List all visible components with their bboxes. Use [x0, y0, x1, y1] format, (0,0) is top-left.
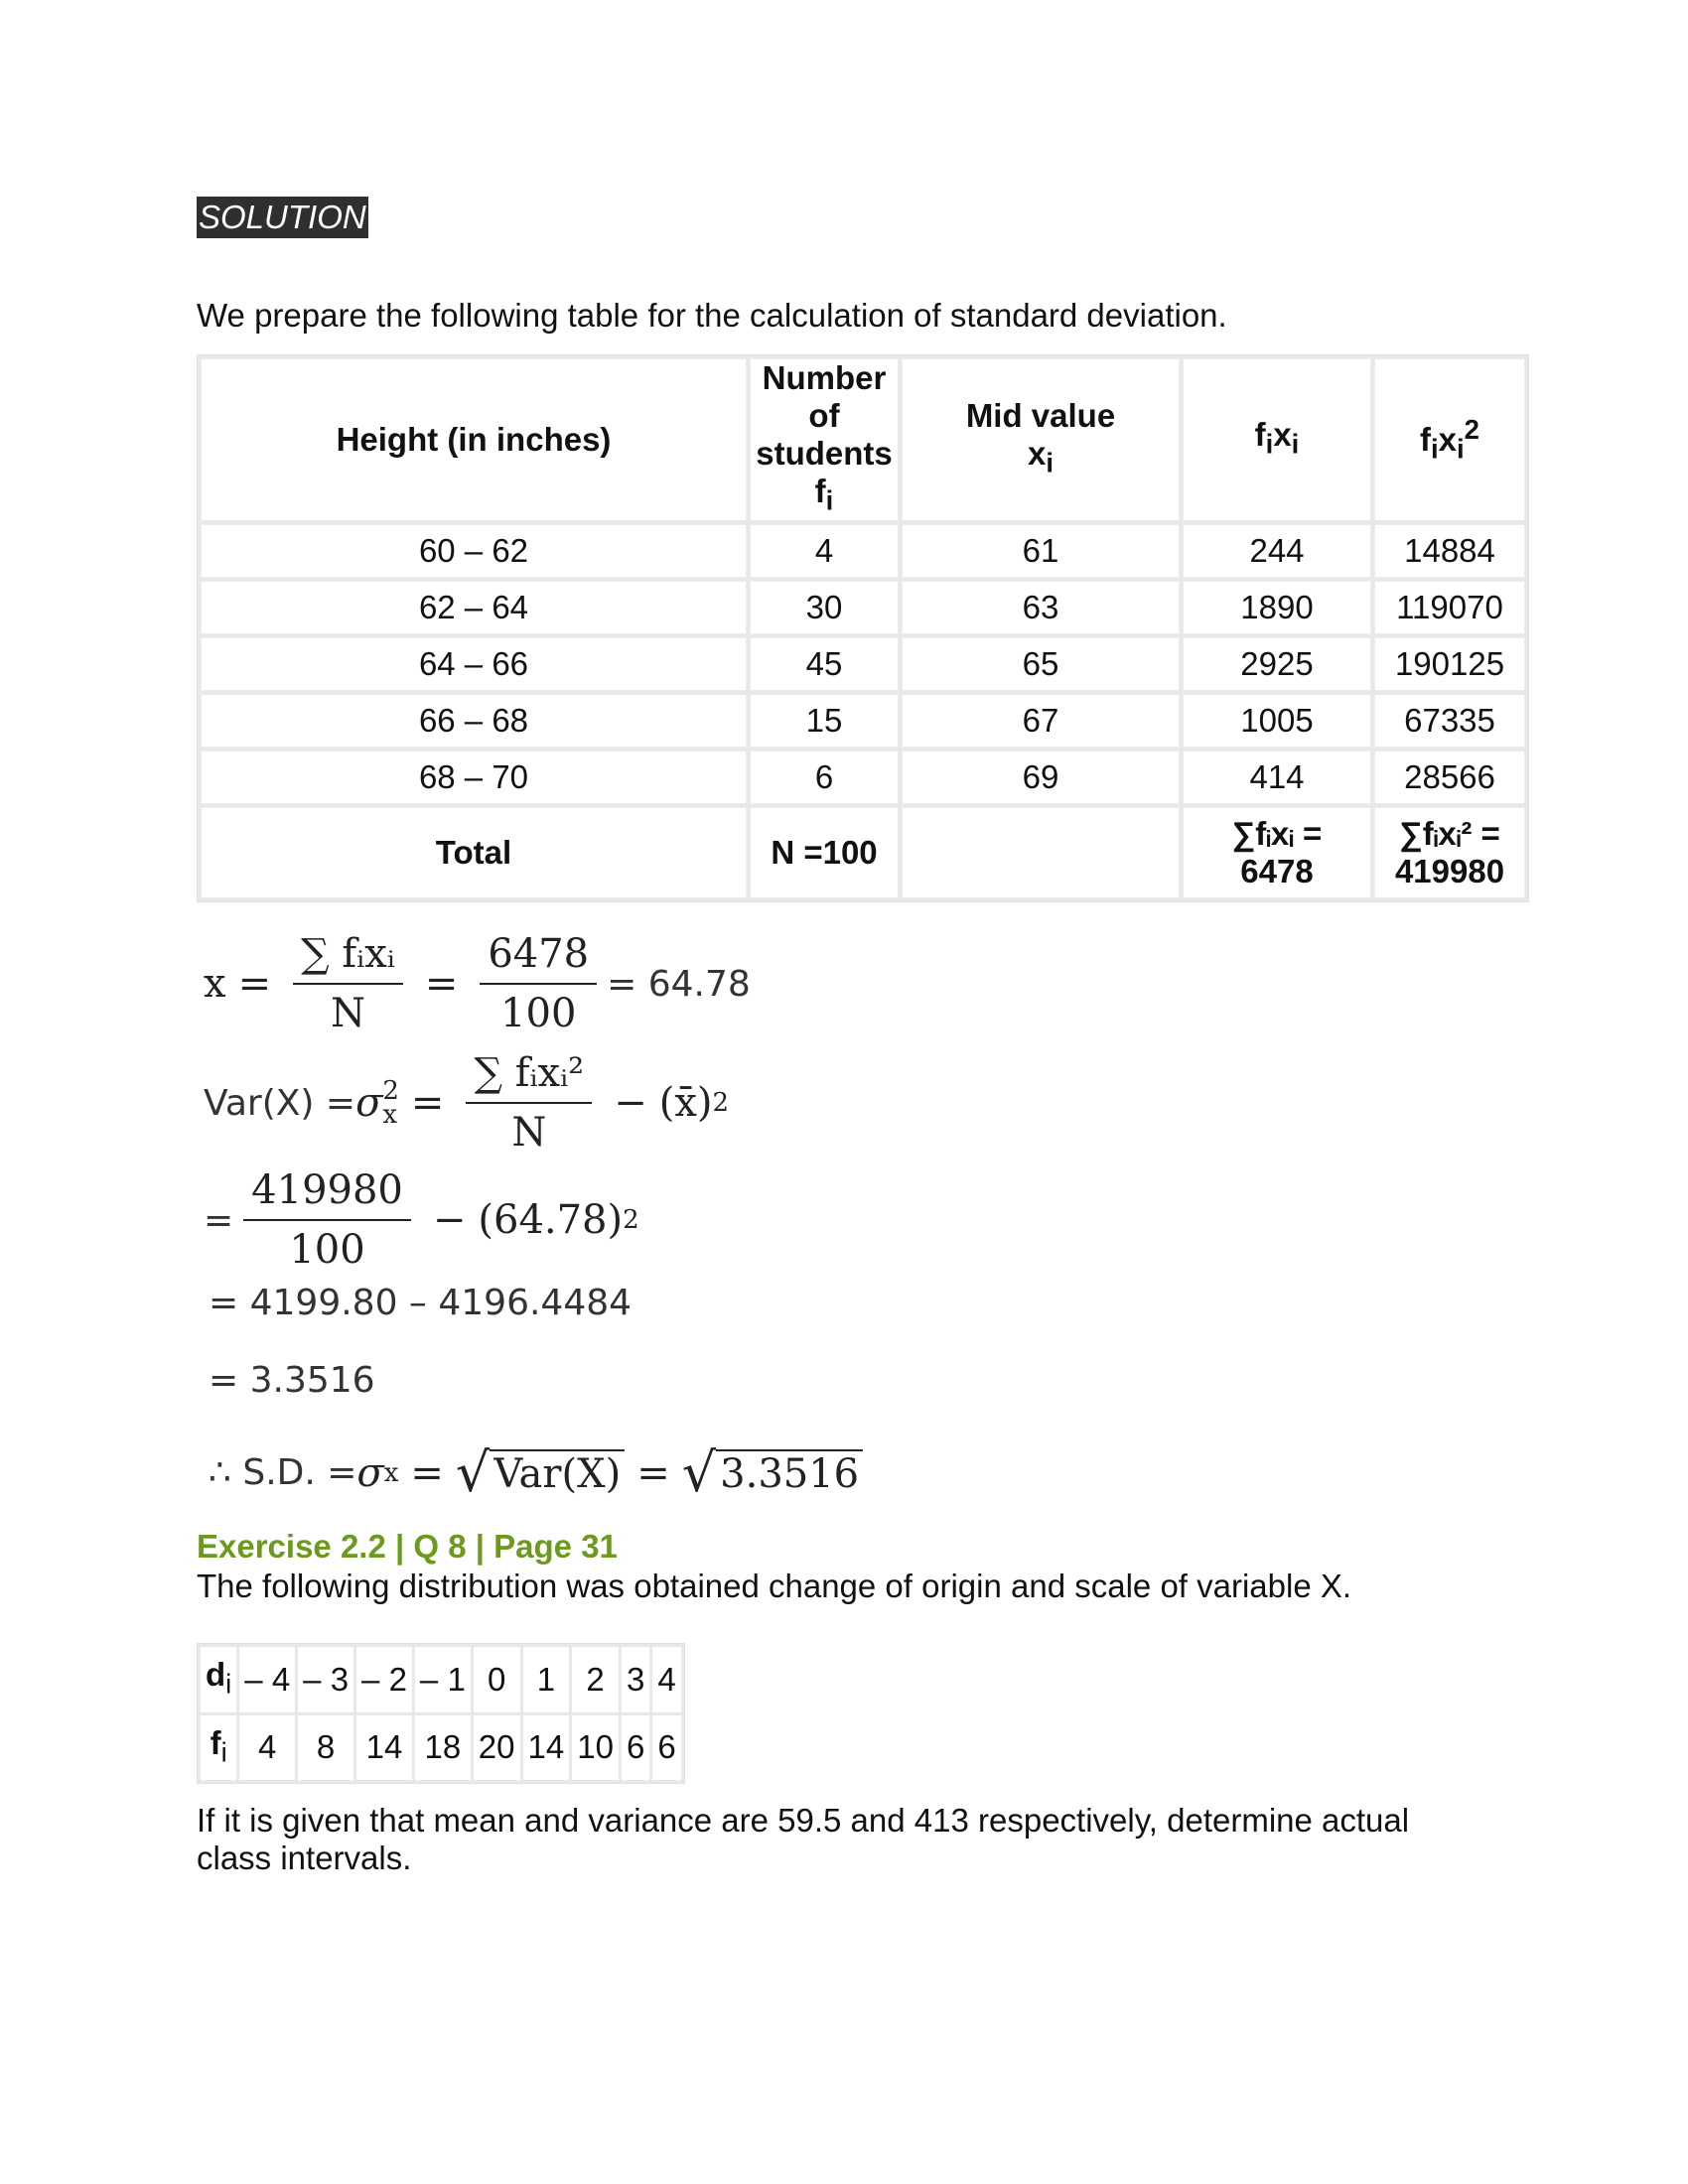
- step2-line: = 4199.80 – 4196.4484: [209, 1283, 633, 1323]
- d-value: – 4: [239, 1647, 295, 1712]
- cell-fx2: 14884: [1374, 524, 1525, 578]
- step1-prefix: =: [204, 1199, 234, 1241]
- cell-x: 63: [902, 581, 1180, 634]
- d-value: 1: [523, 1647, 570, 1712]
- cell-f: 6: [750, 751, 899, 804]
- exercise-text: The following distribution was obtained change of origin and scale of variable X.: [197, 1568, 1352, 1604]
- header-mid-sub: i: [1046, 447, 1054, 478]
- total-fx-label: ∑fᵢxᵢ =: [1231, 814, 1323, 852]
- header-fx: [1183, 358, 1371, 521]
- header-students-var: f: [814, 473, 826, 509]
- cell-height: 62 – 64: [201, 581, 747, 634]
- cell-fx2: 67335: [1374, 694, 1525, 748]
- variance-sigma-scripts: [382, 1076, 399, 1130]
- variance-tail: (x̄): [658, 1080, 713, 1126]
- question-text: If it is given that mean and variance are 59.5 and 413 respectively, determine actual class intervals.: [197, 1802, 1410, 1876]
- d-label: [201, 1647, 236, 1712]
- step3-line: = 3.3516: [209, 1360, 375, 1401]
- variance-numerator: ∑ fᵢxᵢ²: [466, 1050, 592, 1104]
- mean-denominator-value: 100: [500, 991, 577, 1036]
- frequency-table: [197, 354, 1529, 902]
- total-fx: [1183, 807, 1371, 898]
- mean-result: = 64.78: [607, 963, 751, 1005]
- exercise-heading: Exercise 2.2 | Q 8 | Page 31: [197, 1528, 618, 1565]
- table-row: [201, 637, 1525, 691]
- header-fx-x: x: [1273, 416, 1292, 453]
- cell-fx: 414: [1183, 751, 1371, 804]
- step1-tail: (64.78): [478, 1197, 624, 1243]
- header-students: [750, 358, 899, 521]
- table-row: [201, 524, 1525, 578]
- f-value: 4: [239, 1715, 295, 1781]
- cell-x: 61: [902, 524, 1180, 578]
- sqrt-icon: √: [455, 1441, 491, 1504]
- mean-numerator: ∑ fᵢxᵢ: [293, 931, 403, 985]
- d-value: – 1: [415, 1647, 471, 1712]
- mean-denominator: N: [330, 991, 365, 1036]
- cell-height: 60 – 62: [201, 524, 747, 578]
- header-students-line2: of: [808, 397, 840, 434]
- distribution-f-row: [201, 1715, 681, 1781]
- total-label: Total: [201, 807, 747, 898]
- variance-equation: [204, 1050, 729, 1156]
- step1-numerator: 419980: [243, 1167, 411, 1221]
- table-total-row: [201, 807, 1525, 898]
- step1-denominator: 100: [289, 1227, 365, 1273]
- header-students-line1: Number: [762, 359, 887, 396]
- table-row: [201, 694, 1525, 748]
- f-label: [201, 1715, 236, 1781]
- header-mid-line1: Mid value: [965, 397, 1116, 434]
- cell-f: 45: [750, 637, 899, 691]
- d-label-sub: i: [225, 1668, 232, 1700]
- equals-sign: =: [424, 961, 459, 1007]
- cell-height: 64 – 66: [201, 637, 747, 691]
- f-value: 8: [298, 1715, 353, 1781]
- equals-sign: =: [410, 1080, 445, 1126]
- table-header-row: [201, 358, 1525, 521]
- cell-x: 65: [902, 637, 1180, 691]
- header-fx2-xsub: i: [1457, 433, 1465, 465]
- cell-fx2: 28566: [1374, 751, 1525, 804]
- cell-fx: 2925: [1183, 637, 1371, 691]
- sqrt-icon: √: [681, 1441, 717, 1504]
- cell-f: 30: [750, 581, 899, 634]
- f-value: 6: [622, 1715, 649, 1781]
- table-row: [201, 751, 1525, 804]
- total-fx-value: 6478: [1240, 852, 1314, 889]
- cell-x: 69: [902, 751, 1180, 804]
- f-value: 10: [572, 1715, 619, 1781]
- mean-fraction: [293, 931, 403, 1036]
- sd-radicand-1: Var(X): [490, 1449, 625, 1497]
- f-label-sub: i: [220, 1736, 227, 1768]
- mean-fraction-values: [480, 931, 597, 1036]
- f-value: 20: [474, 1715, 520, 1781]
- substitution-equation: [204, 1167, 639, 1273]
- equals-sign: =: [410, 1449, 444, 1496]
- total-fx2-label: ∑fᵢxᵢ² =: [1399, 814, 1500, 852]
- header-fx-xsub: i: [1291, 428, 1300, 460]
- cell-x: 67: [902, 694, 1180, 748]
- d-value: 3: [622, 1647, 649, 1712]
- d-value: 0: [474, 1647, 520, 1712]
- cell-height: 66 – 68: [201, 694, 747, 748]
- header-students-sub: i: [825, 484, 834, 516]
- d-value: 4: [652, 1647, 680, 1712]
- variance-denominator: N: [511, 1110, 547, 1156]
- total-empty: [902, 807, 1180, 898]
- cell-fx2: 119070: [1374, 581, 1525, 634]
- f-value: 18: [415, 1715, 471, 1781]
- d-value: – 3: [298, 1647, 353, 1712]
- equals-sign: =: [636, 1449, 670, 1496]
- f-value: 14: [523, 1715, 570, 1781]
- d-value: – 2: [356, 1647, 412, 1712]
- header-students-line3: students: [756, 435, 893, 472]
- header-fx2-f: f: [1420, 421, 1432, 458]
- cell-height: 68 – 70: [201, 751, 747, 804]
- f-value: 6: [652, 1715, 680, 1781]
- total-fx2: [1374, 807, 1525, 898]
- header-fx-fsub: i: [1265, 428, 1274, 460]
- variance-sigma-sup: 2: [382, 1076, 399, 1106]
- header-fx2: [1374, 358, 1525, 521]
- sd-sigma: σ: [356, 1449, 384, 1496]
- variance-fraction: [466, 1050, 592, 1156]
- header-fx2-sup: 2: [1464, 414, 1479, 445]
- cell-fx: 1890: [1183, 581, 1371, 634]
- sd-prefix: ∴ S.D. =: [209, 1452, 357, 1493]
- sd-sigma-sub: x: [383, 1457, 399, 1488]
- cell-fx: 1005: [1183, 694, 1371, 748]
- solution-label: SOLUTION: [197, 197, 368, 238]
- variance-tail-sup: 2: [712, 1088, 730, 1118]
- d-value: 2: [572, 1647, 619, 1712]
- minus-sign: −: [614, 1080, 647, 1126]
- cell-fx: 244: [1183, 524, 1371, 578]
- sd-radicand-2: 3.3516: [716, 1449, 863, 1497]
- header-fx2-x: x: [1438, 421, 1458, 458]
- mean-lhs: x: [204, 961, 226, 1007]
- header-mid-var: x: [1028, 435, 1047, 472]
- cell-f: 4: [750, 524, 899, 578]
- distribution-d-row: [201, 1647, 681, 1712]
- mean-equation: [204, 931, 751, 1036]
- mean-numerator-value: 6478: [480, 931, 597, 985]
- cell-fx2: 190125: [1374, 637, 1525, 691]
- step1-tail-sup: 2: [623, 1205, 639, 1235]
- header-height: Height (in inches): [201, 358, 747, 521]
- total-n: N =100: [750, 807, 899, 898]
- total-fx2-value: 419980: [1394, 852, 1505, 889]
- d-label-var: d: [206, 1656, 226, 1693]
- variance-sigma-sub: x: [382, 1100, 398, 1130]
- minus-sign: −: [432, 1197, 467, 1243]
- intro-text: We prepare the following table for the calculation of standard deviation.: [197, 297, 1227, 334]
- header-mid: [902, 358, 1180, 521]
- f-label-var: f: [210, 1723, 221, 1761]
- cell-f: 15: [750, 694, 899, 748]
- header-fx2-fsub: i: [1431, 433, 1439, 465]
- header-fx-f: f: [1254, 416, 1266, 453]
- step1-fraction: [243, 1167, 411, 1273]
- table-row: [201, 581, 1525, 634]
- sd-equation: [209, 1441, 863, 1504]
- equals-sign: =: [237, 961, 272, 1007]
- distribution-table: [197, 1643, 685, 1784]
- variance-sigma: σ: [355, 1080, 383, 1126]
- f-value: 14: [356, 1715, 412, 1781]
- variance-lhs: Var(X) =: [204, 1082, 356, 1124]
